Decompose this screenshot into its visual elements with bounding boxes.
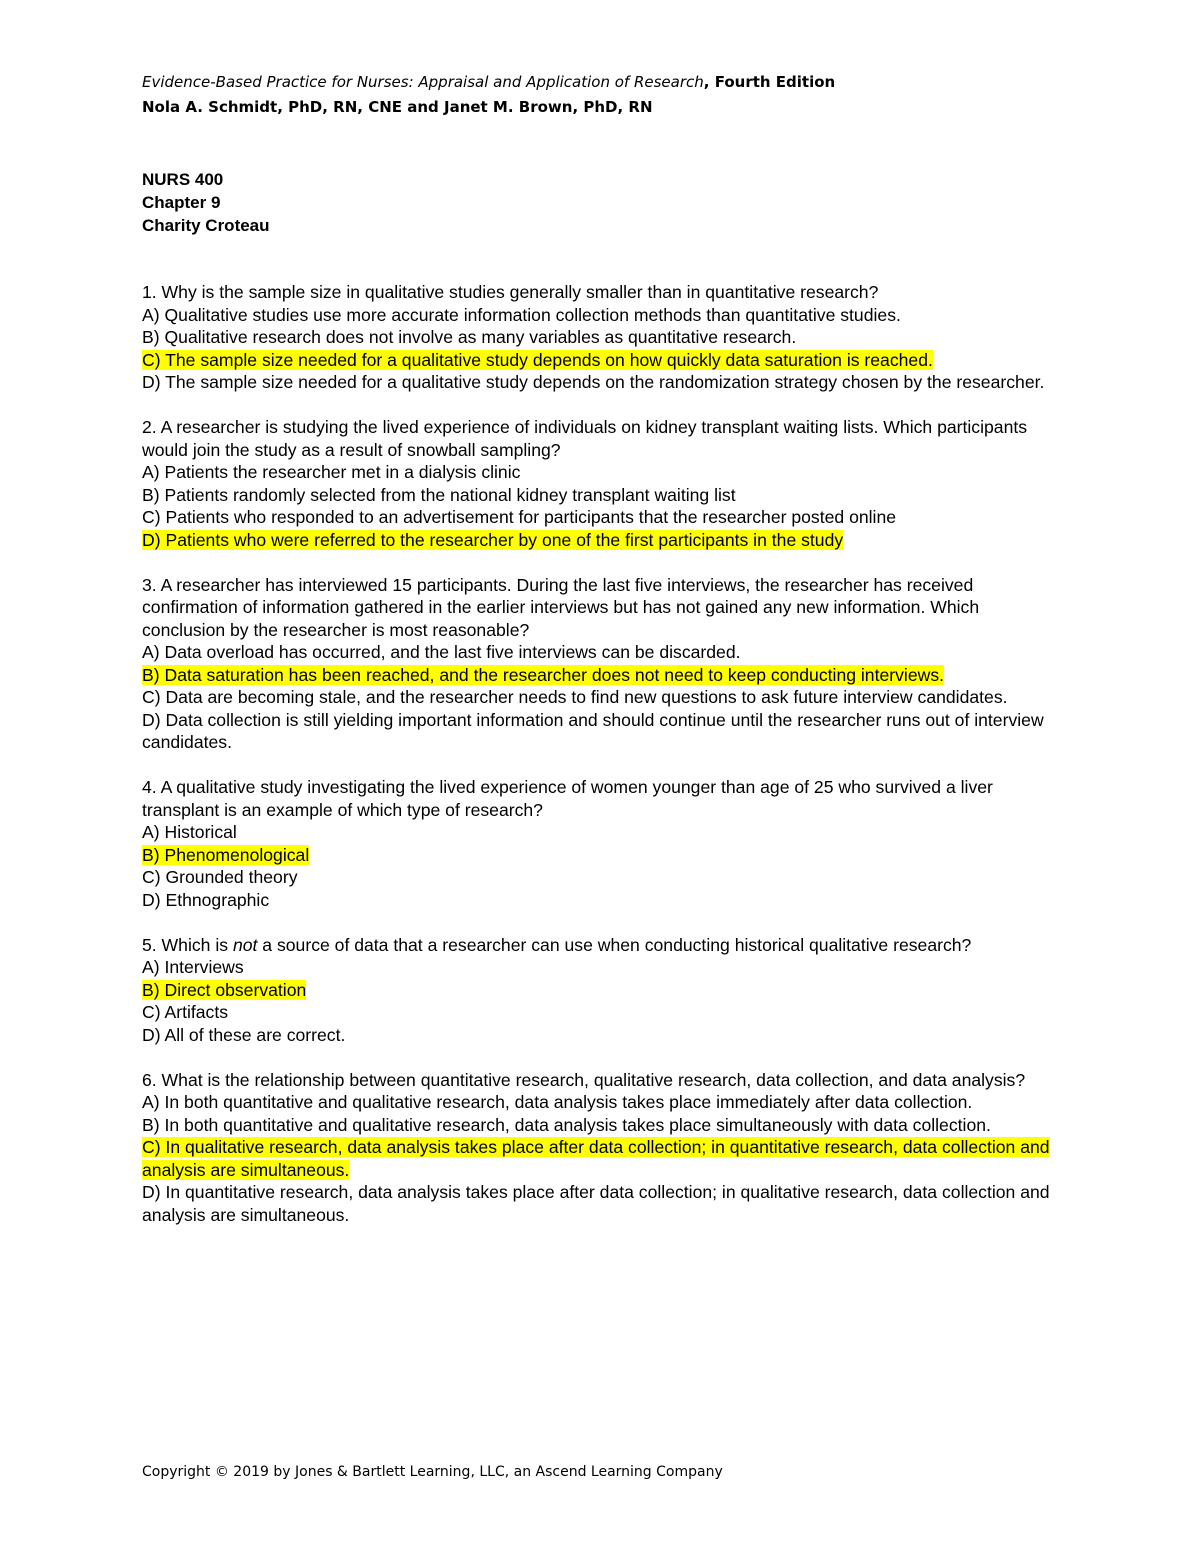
book-title: Evidence-Based Practice for Nurses: Appraisal and Application of Research [142, 73, 704, 91]
answer-option: A) Historical [142, 822, 237, 842]
student-name: Charity Croteau [142, 216, 270, 235]
answer-option: C) Patients who responded to an advertisement for participants that the researcher posted online [142, 507, 897, 527]
answer-option: A) Patients the researcher met in a dialysis clinic [142, 462, 521, 482]
answer-option: D) The sample size needed for a qualitative study depends on the randomization strategy chosen by the researcher. [142, 372, 1045, 392]
question-2 [142, 416, 1062, 551]
answer-option-highlighted: B) Data saturation has been reached, and the researcher does not need to keep conducting interviews. [142, 664, 945, 685]
page-header [142, 70, 835, 120]
question-list [142, 281, 1062, 1249]
question-stem: 6. What is the relationship between quantitative research, qualitative research, data collection, and data analysis? [142, 1069, 1026, 1090]
answer-option: A) In both quantitative and qualitative research, data analysis takes place immediately after data collection. [142, 1092, 973, 1112]
question-stem: 1. Why is the sample size in qualitative studies generally smaller than in quantitative research? [142, 282, 879, 302]
answer-option: B) In both quantitative and qualitative research, data analysis takes place simultaneously with data collection. [142, 1114, 991, 1135]
answer-option: A) Qualitative studies use more accurate information collection methods than quantitative studies. [142, 304, 901, 325]
question-stem [142, 934, 1062, 957]
book-edition: , Fourth Edition [703, 73, 836, 91]
answer-option-highlighted: C) In qualitative research, data analysis takes place after data collection; in quantitative research, data collection and analysis are simultaneous. [142, 1137, 1050, 1180]
question-stem: 3. A researcher has interviewed 15 participants. During the last five interviews, the researcher has received confirmation of information gathered in the earlier interviews but has not gained any new information. Which conclusion by the researcher is most reasonable? [142, 574, 980, 640]
question-stem-after: a source of data that a researcher can use when conducting historical qualitative research? [257, 934, 972, 955]
answer-option: B) Qualitative research does not involve as many variables as quantitative research. [142, 327, 797, 347]
question-3 [142, 574, 1062, 754]
answer-option: D) All of these are correct. [142, 1024, 346, 1045]
question-stem-emphasis: not [232, 934, 258, 955]
answer-option: C) Data are becoming stale, and the researcher needs to find new questions to ask future interview candidates. [142, 687, 1008, 707]
course-code: NURS 400 [142, 170, 224, 189]
course-info [142, 168, 270, 237]
question-stem: 4. A qualitative study investigating the lived experience of women younger than age of 25 who survived a liver transplant is an example of which type of research? [142, 777, 993, 820]
question-6 [142, 1069, 1062, 1227]
question-5 [142, 934, 1062, 1047]
answer-option: D) In quantitative research, data analysis takes place after data collection; in qualitative research, data collection and analysis are simultaneous. [142, 1182, 1050, 1225]
question-stem-before: 5. Which is [142, 934, 233, 955]
answer-option-highlighted: B) Direct observation [142, 979, 307, 1000]
answer-option-highlighted: B) Phenomenological [142, 844, 310, 865]
question-1 [142, 281, 1062, 394]
book-title-line [142, 70, 835, 95]
answer-option: A) Data overload has occurred, and the last five interviews can be discarded. [142, 642, 741, 662]
book-authors: Nola A. Schmidt, PhD, RN, CNE and Janet M. Brown, PhD, RN [142, 98, 653, 116]
answer-option-highlighted: C) The sample size needed for a qualitative study depends on how quickly data saturation is reached. [142, 349, 933, 370]
answer-option: D) Data collection is still yielding important information and should continue until the researcher runs out of interview candidates. [142, 709, 1044, 752]
answer-option: D) Ethnographic [142, 889, 270, 910]
page-footer [142, 1461, 723, 1483]
question-4 [142, 776, 1062, 911]
question-stem: 2. A researcher is studying the lived experience of individuals on kidney transplant waiting lists. Which participants would join the study as a result of snowball sampling? [142, 417, 1028, 460]
answer-option: A) Interviews [142, 957, 244, 977]
copyright-text: Copyright © 2019 by Jones & Bartlett Learning, LLC, an Ascend Learning Company [142, 1464, 723, 1480]
answer-option-highlighted: D) Patients who were referred to the researcher by one of the first participants in the study [142, 529, 844, 550]
answer-option: C) Artifacts [142, 1002, 229, 1022]
chapter-label: Chapter 9 [142, 193, 221, 212]
answer-option: C) Grounded theory [142, 867, 298, 887]
answer-option: B) Patients randomly selected from the national kidney transplant waiting list [142, 484, 736, 505]
